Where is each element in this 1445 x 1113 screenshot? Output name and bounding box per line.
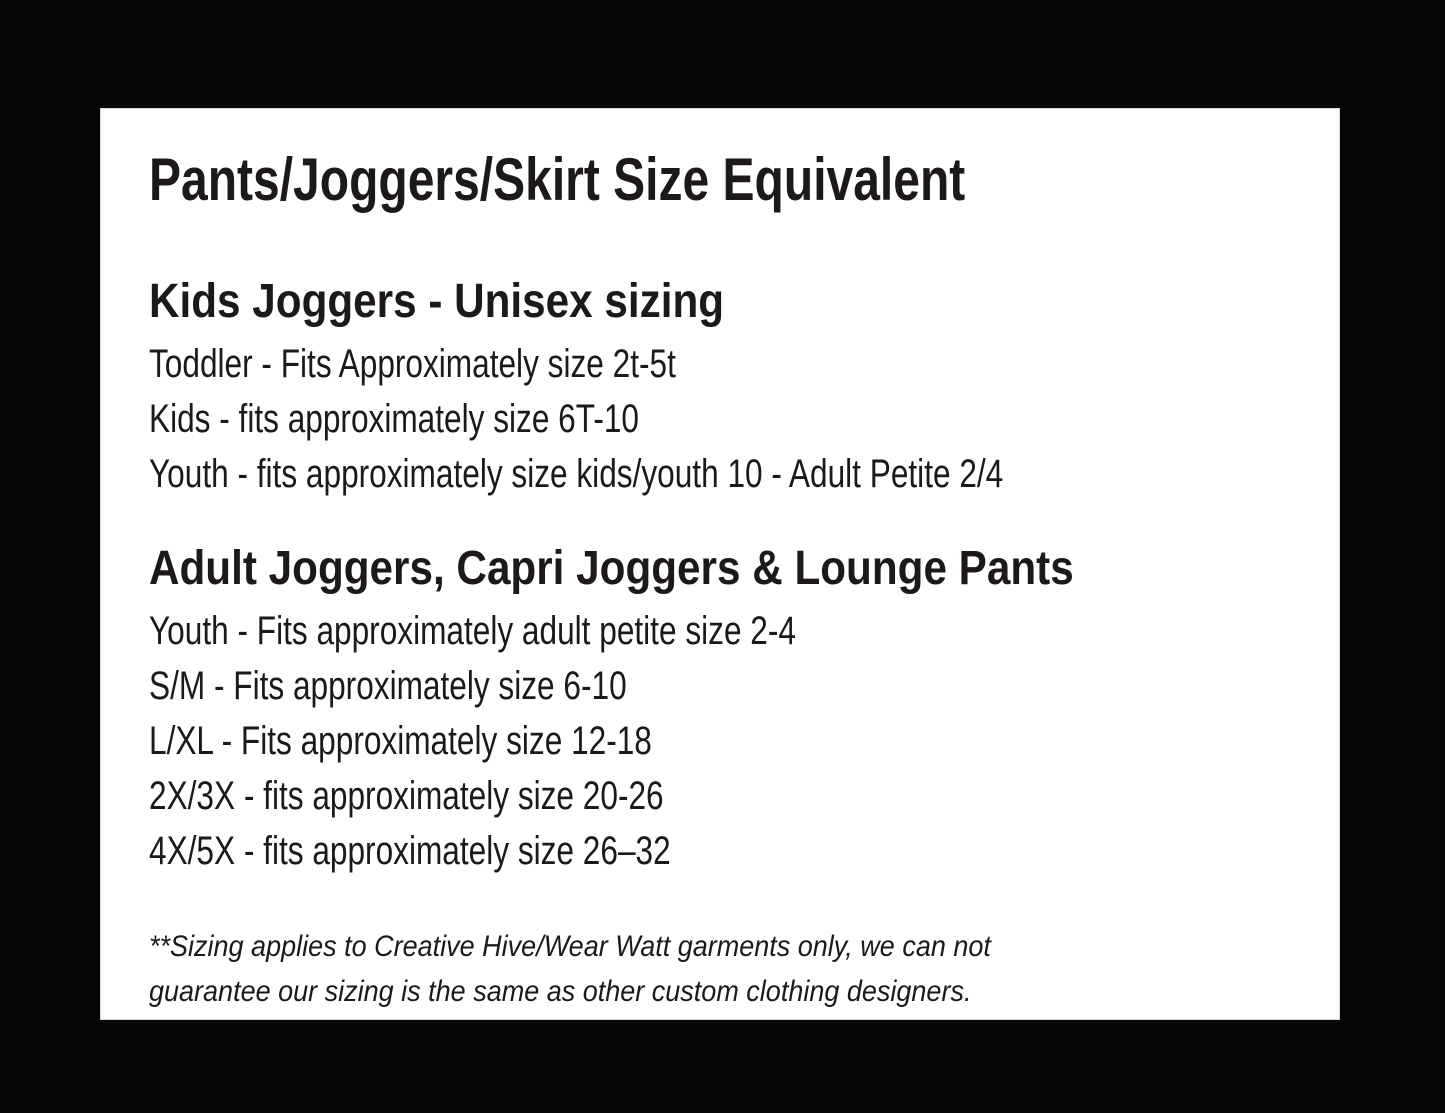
size-line-sm bbox=[149, 659, 1291, 714]
disclaimer-line-2 bbox=[149, 969, 1291, 1014]
size-line-youth-adult bbox=[149, 604, 1291, 659]
section-heading-kids-text: Kids Joggers - Unisex sizing bbox=[149, 275, 725, 328]
size-line-youth-kids-text: Youth - fits approximately size kids/youth 10 - Adult Petite 2/4 bbox=[149, 452, 1004, 496]
disclaimer-line-2-text: guarantee our sizing is the same as other custom clothing designers. bbox=[149, 975, 972, 1008]
page-title-text: Pants/Joggers/Skirt Size Equivalent bbox=[149, 146, 966, 213]
size-line-sm-text: S/M - Fits approximately size 6-10 bbox=[149, 664, 627, 708]
size-line-lxl-text: L/XL - Fits approximately size 12-18 bbox=[149, 719, 652, 763]
size-line-youth-adult-text: Youth - Fits approximately adult petite size 2-4 bbox=[149, 609, 796, 653]
size-chart-content bbox=[101, 109, 1339, 1014]
page-title bbox=[149, 109, 1291, 211]
size-line-4x5x bbox=[149, 824, 1291, 879]
size-line-youth-kids bbox=[149, 447, 1291, 502]
adult-size-lines bbox=[149, 604, 1291, 879]
size-line-toddler bbox=[149, 337, 1291, 392]
size-line-kids bbox=[149, 392, 1291, 447]
size-line-4x5x-text: 4X/5X - fits approximately size 26–32 bbox=[149, 829, 671, 873]
size-line-toddler-text: Toddler - Fits Approximately size 2t-5t bbox=[149, 342, 676, 386]
size-line-2x3x-text: 2X/3X - fits approximately size 20-26 bbox=[149, 774, 664, 818]
section-heading-adult-text: Adult Joggers, Capri Joggers & Lounge Pants bbox=[149, 542, 1074, 595]
section-heading-kids-joggers bbox=[149, 277, 1291, 327]
disclaimer-text bbox=[149, 924, 1291, 1014]
disclaimer-line-1 bbox=[149, 924, 1291, 969]
section-heading-adult-joggers bbox=[149, 544, 1291, 594]
size-line-lxl bbox=[149, 714, 1291, 769]
size-chart-card bbox=[100, 108, 1340, 1020]
kids-size-lines bbox=[149, 337, 1291, 502]
disclaimer-line-1-text: **Sizing applies to Creative Hive/Wear Watt garments only, we can not bbox=[149, 930, 991, 963]
size-line-2x3x bbox=[149, 769, 1291, 824]
size-line-kids-text: Kids - fits approximately size 6T-10 bbox=[149, 397, 639, 441]
